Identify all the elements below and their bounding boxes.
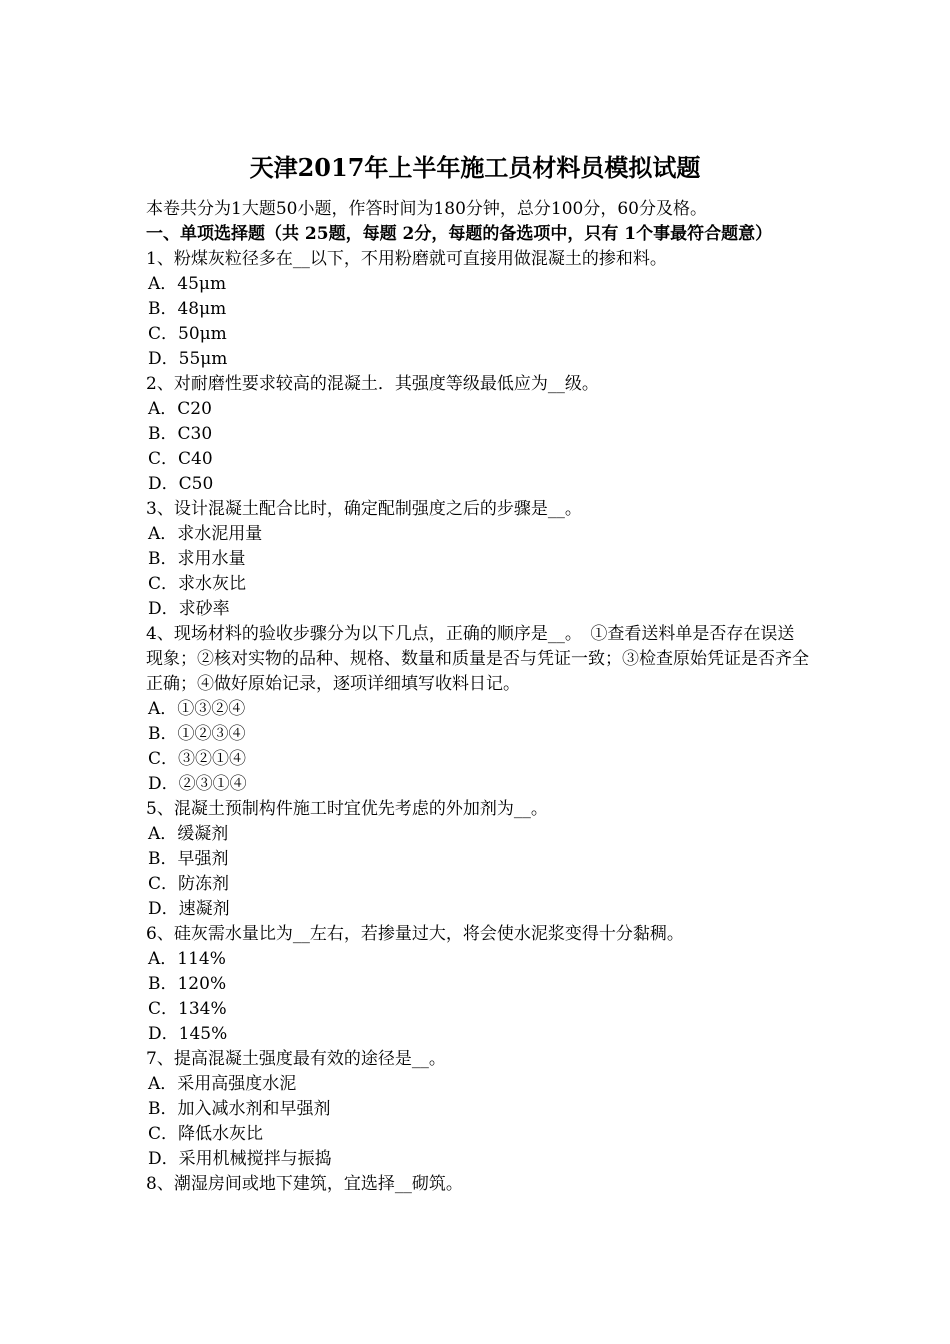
document-title: 天津2017年上半年施工员材料员模拟试题 bbox=[249, 153, 701, 182]
question-stem: 1、粉煤灰粒径多在__以下，不用粉磨就可直接用做混凝土的掺和料。 bbox=[146, 249, 667, 269]
question-option: A．C20 bbox=[148, 399, 212, 419]
question-stem: 4、现场材料的验收步骤分为以下几点，正确的顺序是__。 ①查看送料单是否存在误送现象；②核对实物的品种、规格、数量和质量是否与凭证一致；③检查原始凭证是否齐全正确；④做好原始记录，逐项详细填写收料日记。 bbox=[146, 624, 809, 694]
question-option: D．55μm bbox=[148, 349, 228, 369]
question-option: D．速凝剂 bbox=[148, 899, 230, 919]
section-heading: 一、单项选择题（共 25题，每题 2分，每题的备选项中，只有 1个事最符合题意） bbox=[146, 224, 773, 244]
question-option: D．采用机械搅拌与振捣 bbox=[148, 1149, 332, 1169]
question-option: B．早强剂 bbox=[148, 849, 229, 869]
question-option: A．114% bbox=[148, 949, 226, 969]
question-option: B．48μm bbox=[148, 299, 227, 319]
question-option: A．采用高强度水泥 bbox=[148, 1074, 297, 1094]
question-option: B．求用水量 bbox=[148, 549, 246, 569]
document-body bbox=[146, 197, 810, 1197]
question-stem: 6、硅灰需水量比为__左右，若掺量过大，将会使水泥浆变得十分黏稠。 bbox=[146, 924, 684, 944]
question-option: C．③②①④ bbox=[148, 749, 247, 769]
question-option: C．防冻剂 bbox=[148, 874, 230, 894]
question-option: D．145% bbox=[148, 1024, 228, 1044]
question-option: B．①②③④ bbox=[148, 724, 246, 744]
question-option: A．45μm bbox=[148, 274, 227, 294]
question-option: C．降低水灰比 bbox=[148, 1124, 264, 1144]
question-stem: 2、对耐磨性要求较高的混凝土．其强度等级最低应为__级。 bbox=[146, 374, 599, 394]
question-option: C．50μm bbox=[148, 324, 227, 344]
question-stem: 5、混凝土预制构件施工时宜优先考虑的外加剂为__。 bbox=[146, 799, 548, 819]
exam-intro: 本卷共分为1大题50小题，作答时间为180分钟，总分100分，60分及格。 bbox=[146, 199, 707, 219]
question-option: C．134% bbox=[148, 999, 227, 1019]
question-stem: 8、潮湿房间或地下建筑，宜选择__砌筑。 bbox=[146, 1174, 463, 1194]
question-option: C．求水灰比 bbox=[148, 574, 247, 594]
question-option: D．②③①④ bbox=[148, 774, 247, 794]
question-option: D．求砂率 bbox=[148, 599, 230, 619]
question-option: B．C30 bbox=[148, 424, 213, 444]
question-stem: 7、提高混凝土强度最有效的途径是__。 bbox=[146, 1049, 446, 1069]
question-option: A．①③②④ bbox=[148, 699, 246, 719]
question-option: D．C50 bbox=[148, 474, 214, 494]
question-option: C．C40 bbox=[148, 449, 213, 469]
question-option: A．求水泥用量 bbox=[148, 524, 263, 544]
question-option: B．120% bbox=[148, 974, 227, 994]
question-option: B．加入减水剂和早强剂 bbox=[148, 1099, 331, 1119]
question-option: A．缓凝剂 bbox=[148, 824, 229, 844]
question-stem: 3、设计混凝土配合比时，确定配制强度之后的步骤是__。 bbox=[146, 499, 582, 519]
